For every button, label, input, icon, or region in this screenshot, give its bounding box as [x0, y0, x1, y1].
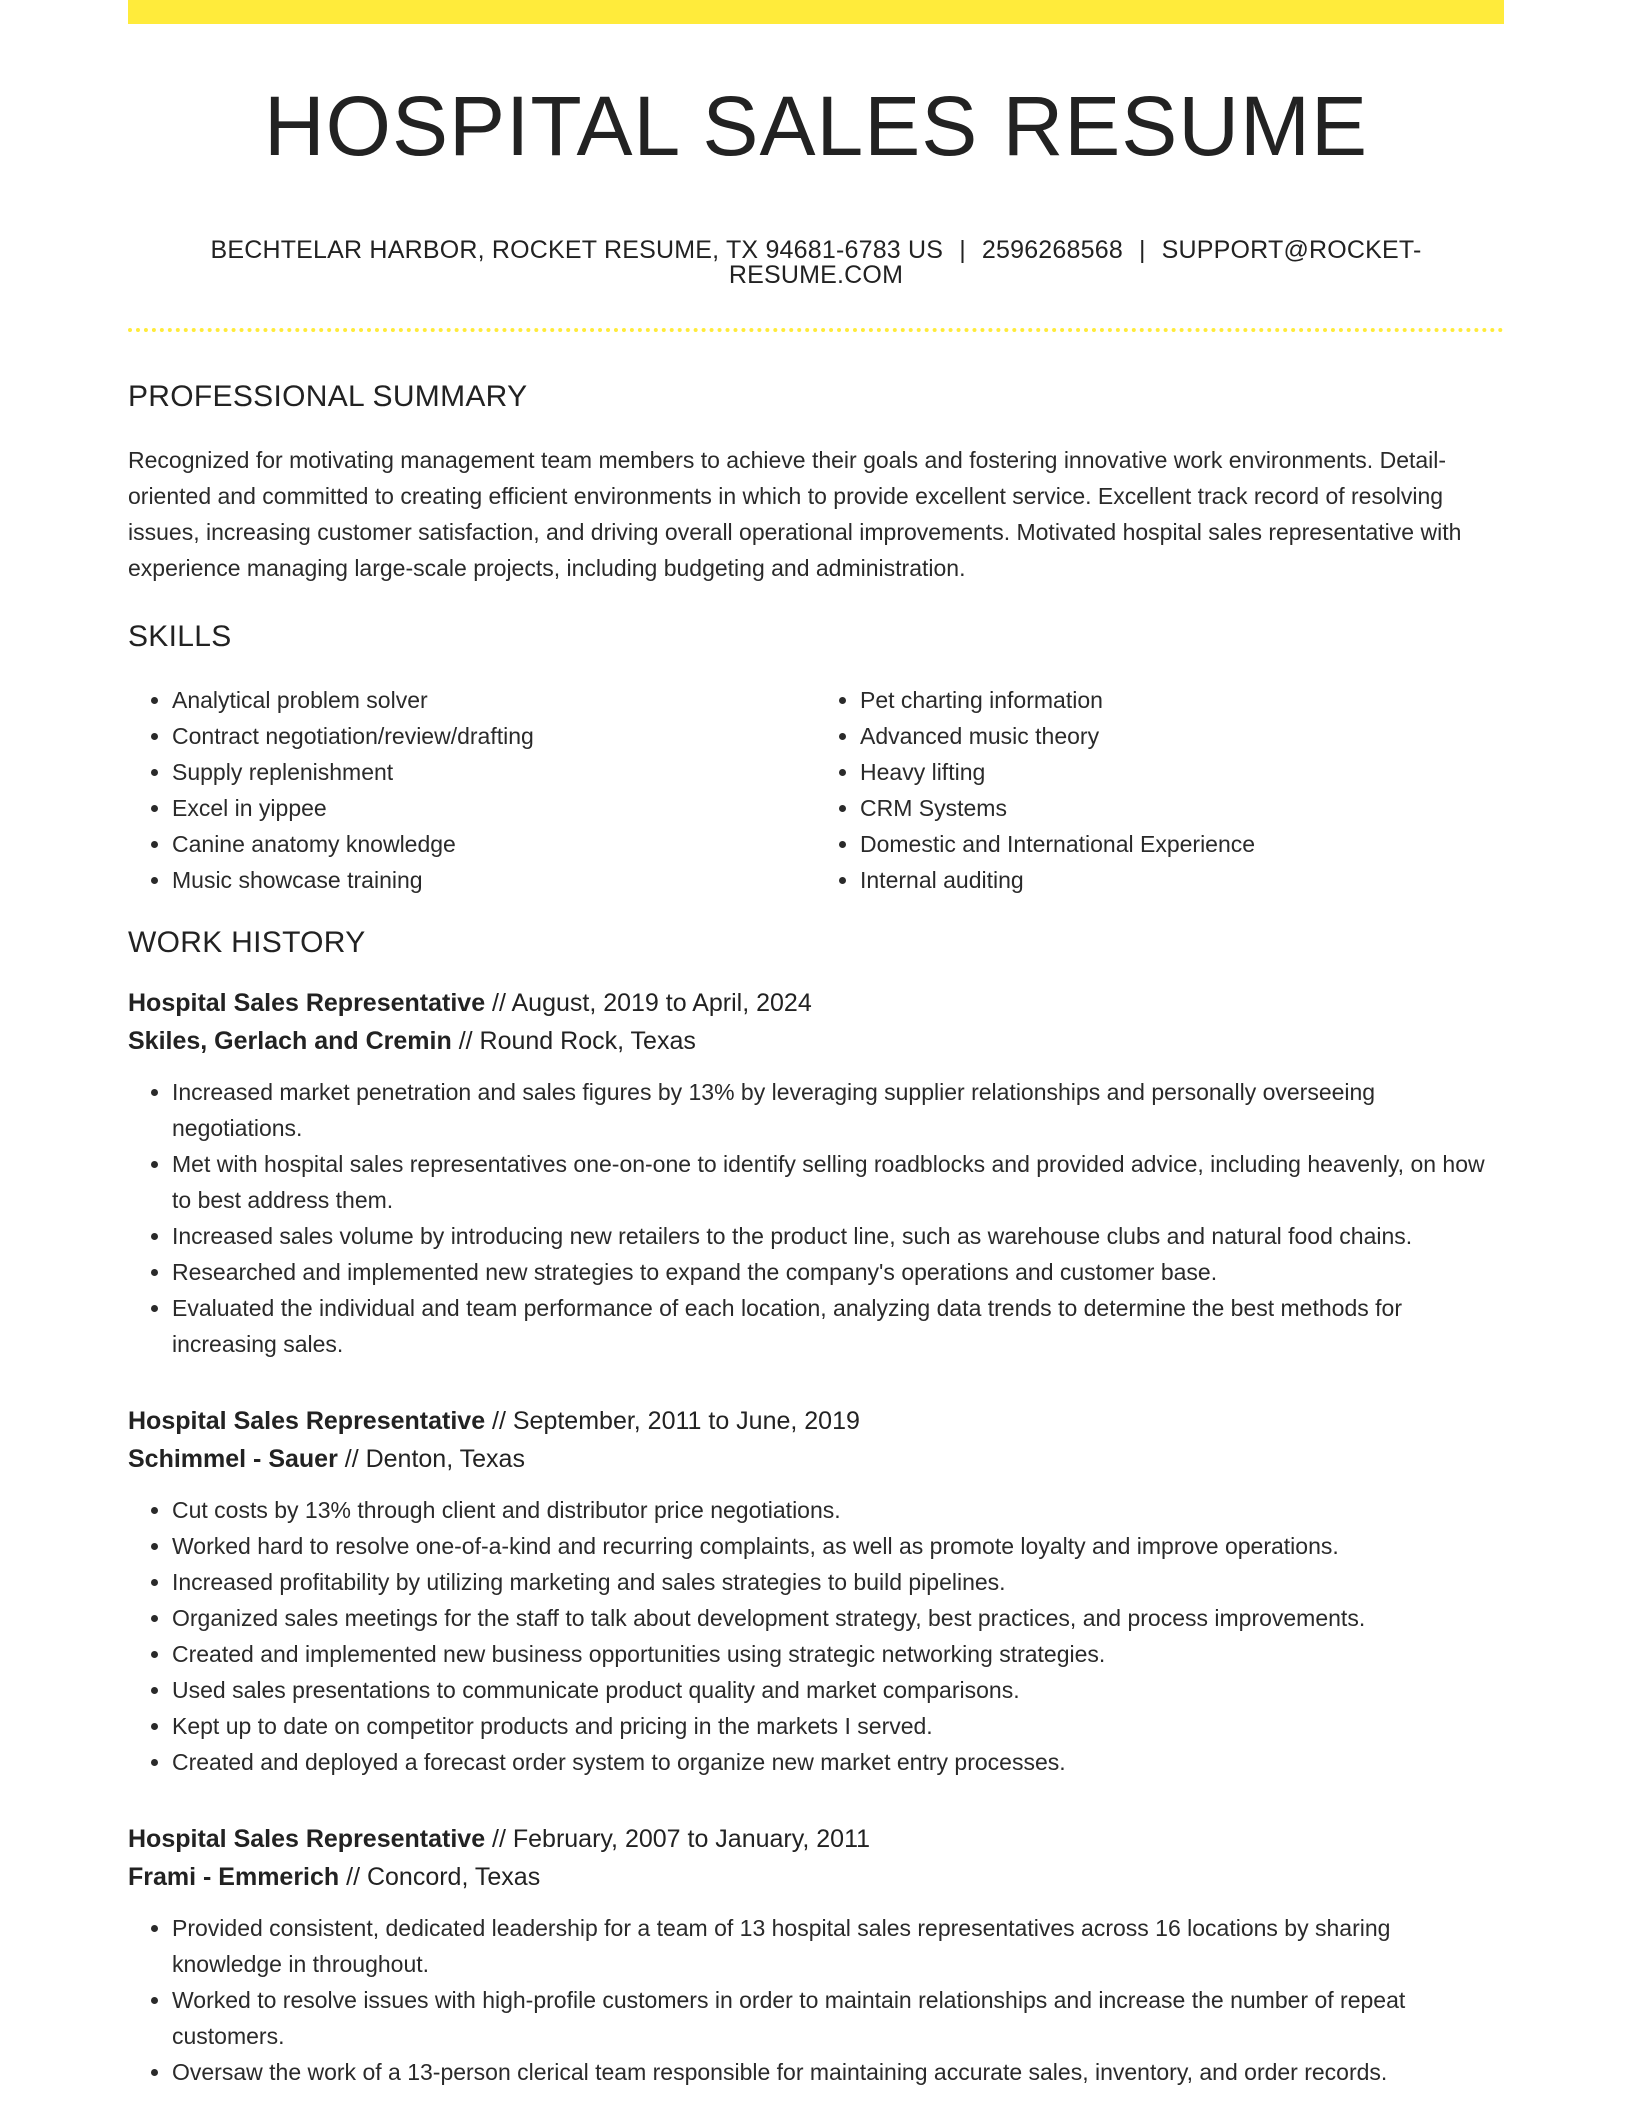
job-bullet: • Oversaw the work of a 13-person clerical team responsible for maintaining accurate sales, inventory, and order records.	[172, 2054, 1504, 2090]
job-bullets	[128, 1492, 1504, 1780]
job-bullet: • Provided consistent, dedicated leadership for a team of 13 hospital sales representatives across 16 locations by sharing knowledge in throughout.	[172, 1910, 1504, 1982]
job-company-line	[128, 1440, 1504, 1478]
section-heading-skills: SKILLS	[128, 620, 232, 653]
job-dates: // August, 2019 to April, 2024	[485, 989, 812, 1017]
job-location: // Denton, Texas	[337, 1445, 525, 1473]
job-entry	[128, 984, 1504, 1362]
skill-item: • Heavy lifting	[860, 754, 1504, 790]
skill-item: • Pet charting information	[860, 682, 1504, 718]
skills-columns	[128, 682, 1504, 898]
job-entry	[128, 1820, 1504, 2090]
summary-text: Recognized for motivating management team members to achieve their goals and fostering innovative work environments. Detail-oriented and committed to creating efficient environments in which to provide excellent service. Excellent track record of resolving issues, increasing customer satisfaction, and driving overall operational improvements. Motivated hospital sales representative with experience managing large-scale projects, including budgeting and administration.	[128, 447, 1462, 581]
dotted-divider	[128, 328, 1504, 332]
skill-item: • Contract negotiation/review/drafting	[172, 718, 816, 754]
job-bullet: • Organized sales meetings for the staff to talk about development strategy, best practices, and process improvements.	[172, 1600, 1504, 1636]
contact-phone: 2596268568	[981, 236, 1123, 264]
job-title-line	[128, 1402, 1504, 1440]
job-entry	[128, 1402, 1504, 1780]
resume-title: HOSPITAL SALES RESUME	[264, 79, 1368, 173]
job-bullet: • Cut costs by 13% through client and distributor price negotiations.	[172, 1492, 1504, 1528]
contact-separator: |	[1138, 236, 1146, 264]
job-company: Frami - Emmerich	[128, 1863, 340, 1891]
job-title-line	[128, 984, 1504, 1022]
skill-item: • Supply replenishment	[172, 754, 816, 790]
job-bullet: • Increased market penetration and sales figures by 13% by leveraging supplier relationships and personally overseeing negotiations.	[172, 1074, 1504, 1146]
job-company-line	[128, 1022, 1504, 1060]
job-bullet: • Created and implemented new business opportunities using strategic networking strategies.	[172, 1636, 1504, 1672]
job-bullet: • Researched and implemented new strategies to expand the company's operations and customer base.	[172, 1254, 1504, 1290]
skills-list-left	[128, 682, 816, 898]
resume-page	[128, 0, 1504, 2090]
skill-item: • Canine anatomy knowledge	[172, 826, 816, 862]
job-company-line	[128, 1858, 1504, 1896]
job-bullet: • Created and deployed a forecast order system to organize new market entry processes.	[172, 1744, 1504, 1780]
skill-item: • Internal auditing	[860, 862, 1504, 898]
job-bullets	[128, 1074, 1504, 1362]
job-dates: // February, 2007 to January, 2011	[485, 1825, 871, 1853]
accent-top-bar	[128, 0, 1504, 24]
job-title-line	[128, 1820, 1504, 1858]
skills-list-right	[816, 682, 1504, 898]
contact-separator: |	[959, 236, 966, 264]
job-bullet: • Worked hard to resolve one-of-a-kind and recurring complaints, as well as promote loyalty and improve operations.	[172, 1528, 1504, 1564]
skill-item: • Analytical problem solver	[172, 682, 816, 718]
skill-item: • Music showcase training	[172, 862, 816, 898]
professional-summary-section	[128, 382, 1504, 586]
job-title: Hospital Sales Representative	[128, 1825, 486, 1853]
work-history-section	[128, 928, 1504, 2090]
skills-section	[128, 622, 1504, 898]
job-location: // Round Rock, Texas	[451, 1027, 696, 1055]
contact-email: SUPPORT@ROCKET-RESUME.COM	[728, 236, 1422, 289]
job-bullet: • Worked to resolve issues with high-profile customers in order to maintain relationships and increase the number of repeat customers.	[172, 1982, 1504, 2054]
job-bullet: • Kept up to date on competitor products and pricing in the markets I served.	[172, 1708, 1504, 1744]
job-title: Hospital Sales Representative	[128, 989, 486, 1017]
job-bullet: • Evaluated the individual and team performance of each location, analyzing data trends to determine the best methods for increasing sales.	[172, 1290, 1504, 1362]
section-heading-work: WORK HISTORY	[128, 926, 366, 959]
job-company: Schimmel - Sauer	[128, 1445, 338, 1473]
job-bullet: • Increased profitability by utilizing marketing and sales strategies to build pipelines.	[172, 1564, 1504, 1600]
skill-item: • Excel in yippee	[172, 790, 816, 826]
job-bullet: • Met with hospital sales representatives one-on-one to identify selling roadblocks and provided advice, including heavenly, on how to best address them.	[172, 1146, 1504, 1218]
job-bullet: • Increased sales volume by introducing new retailers to the product line, such as warehouse clubs and natural food chains.	[172, 1218, 1504, 1254]
job-company: Skiles, Gerlach and Cremin	[128, 1027, 452, 1055]
job-bullet: • Used sales presentations to communicate product quality and market comparisons.	[172, 1672, 1504, 1708]
job-title: Hospital Sales Representative	[128, 1407, 486, 1435]
skill-item: • CRM Systems	[860, 790, 1504, 826]
job-dates: // September, 2011 to June, 2019	[485, 1407, 860, 1435]
job-location: // Concord, Texas	[339, 1863, 541, 1891]
contact-line	[128, 238, 1504, 288]
skill-item: • Advanced music theory	[860, 718, 1504, 754]
job-bullets	[128, 1910, 1504, 2090]
skill-item: • Domestic and International Experience	[860, 826, 1504, 862]
contact-address: BECHTELAR HARBOR, ROCKET RESUME, TX 94681-6783 US	[210, 236, 944, 264]
section-heading-summary: PROFESSIONAL SUMMARY	[128, 380, 528, 413]
